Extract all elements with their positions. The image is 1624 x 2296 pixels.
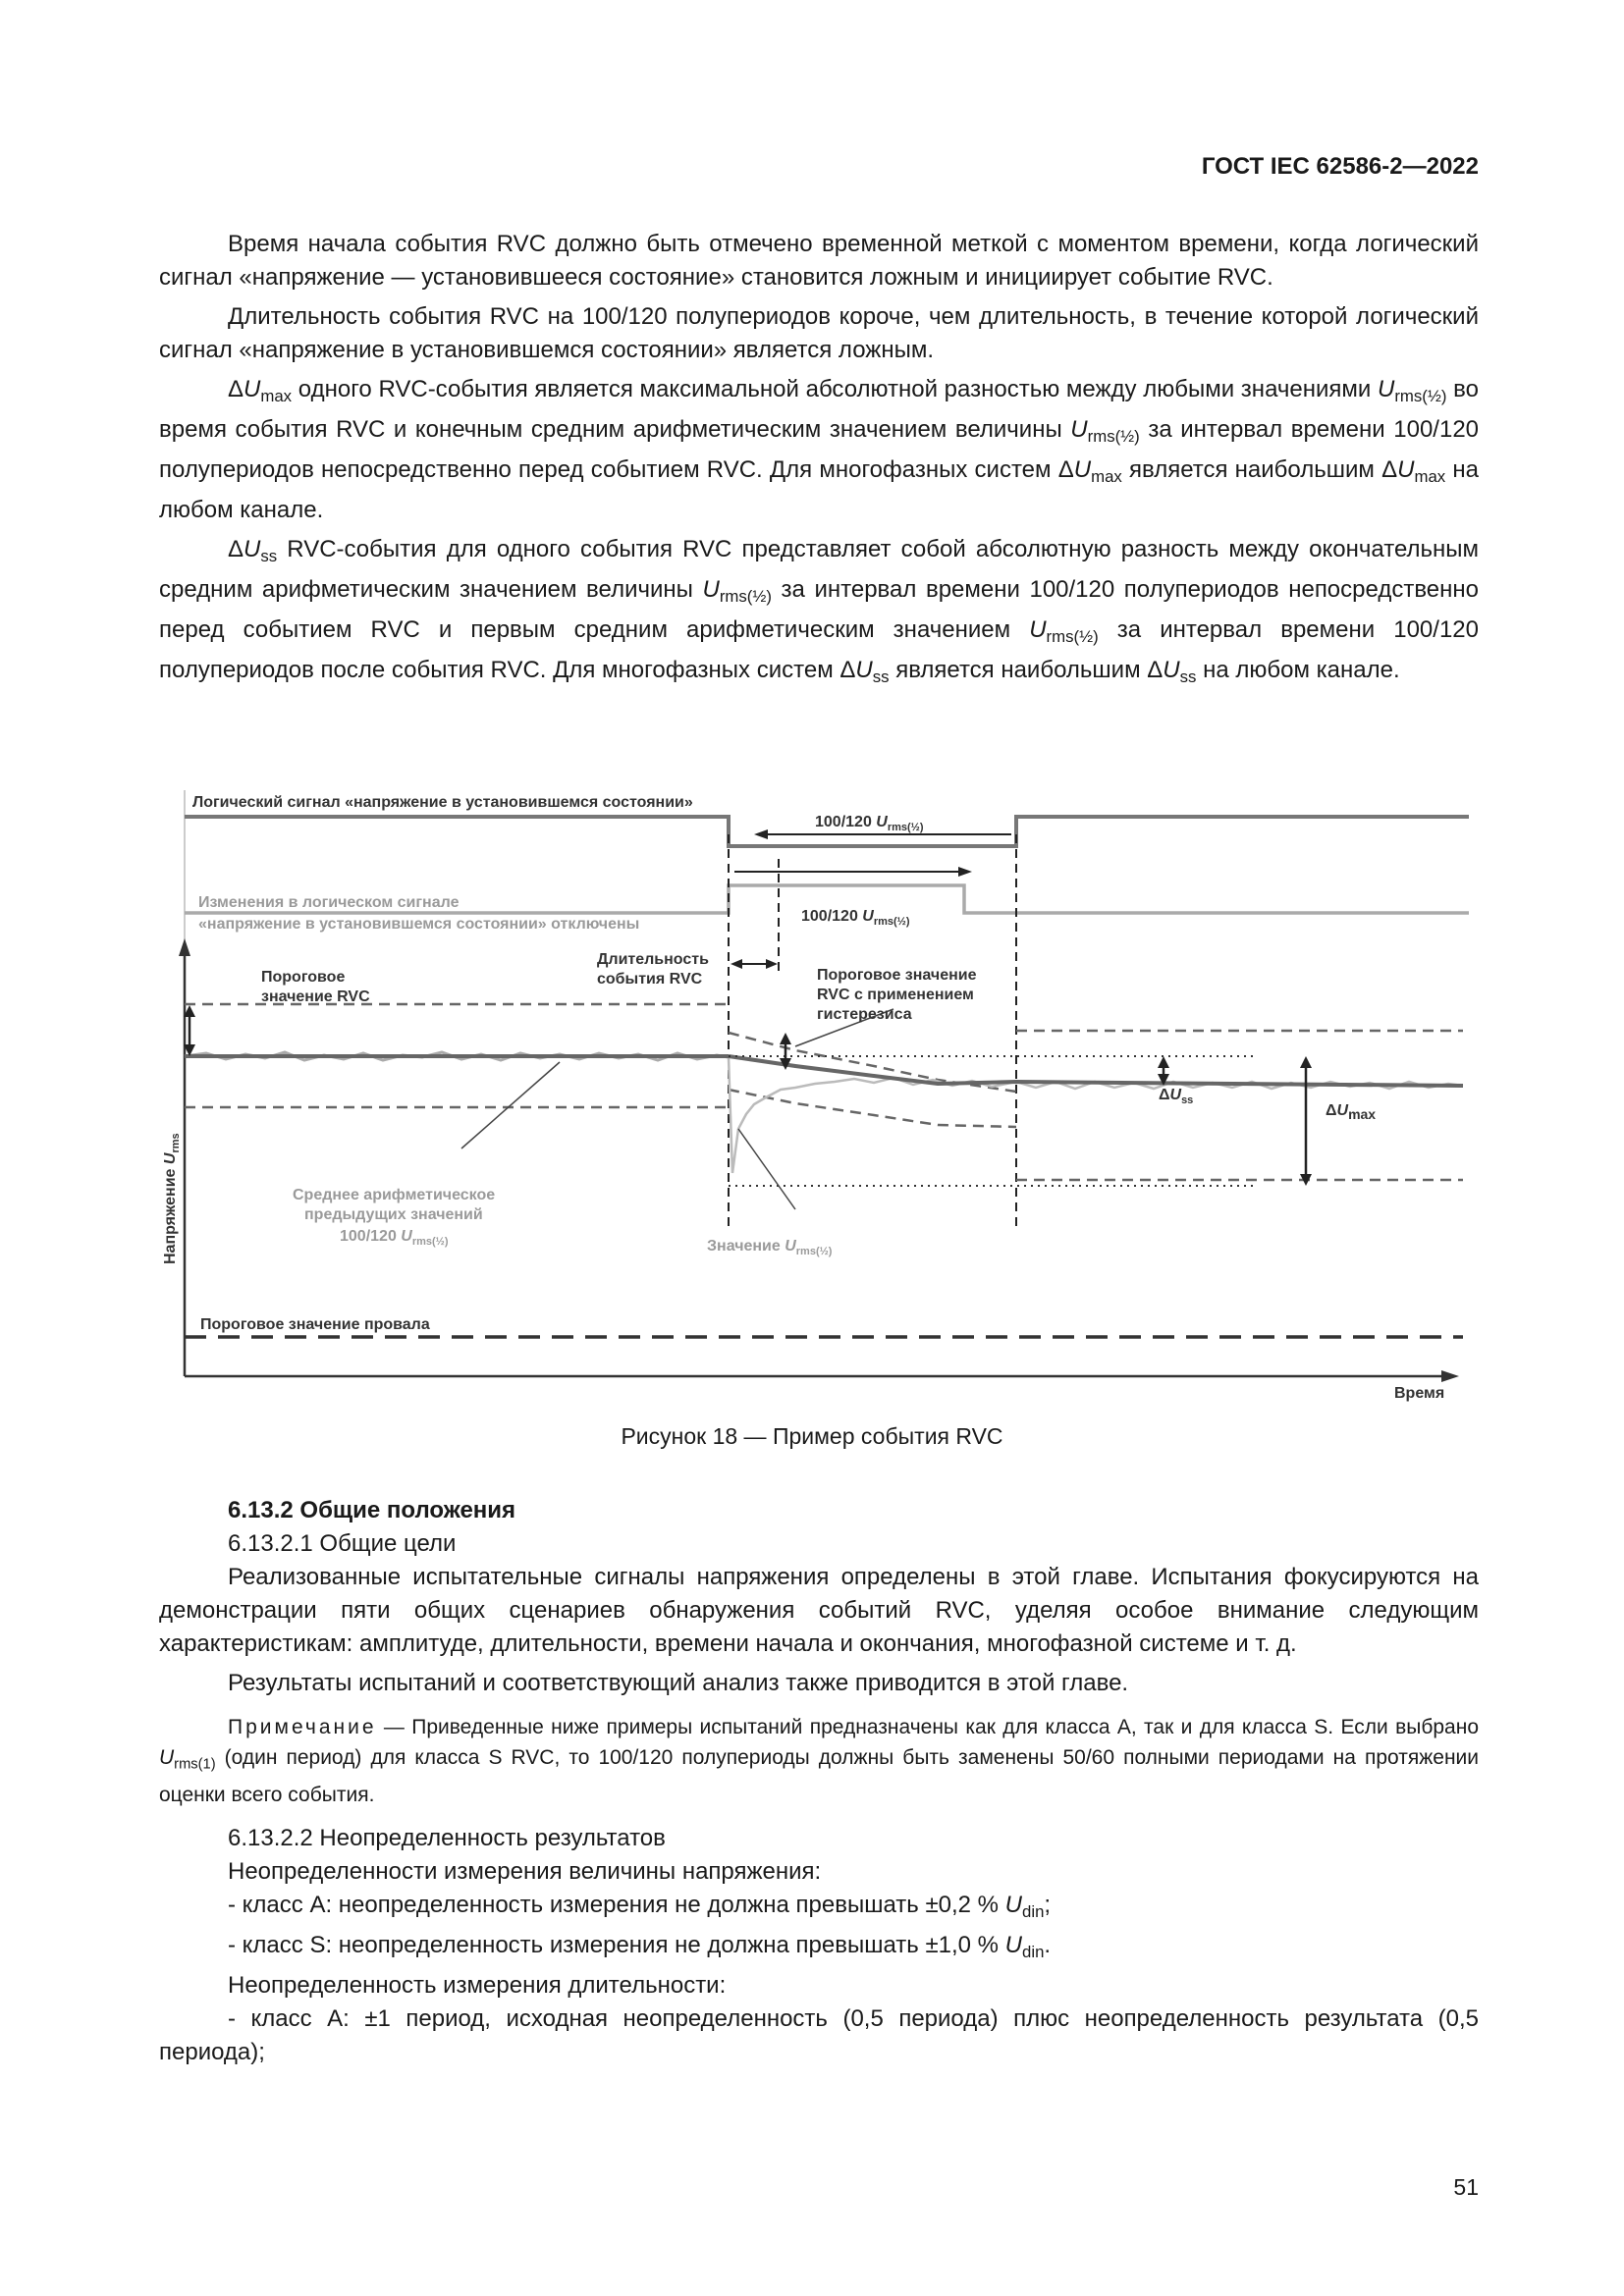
paragraph-goals: Реализованные испытательные сигналы напряжения определены в этой главе. Испытания фокусируются на демонстрации пяти общих сценариев обнаружения событий RVC, уделяя особое внимание следующим характеристикам: амплитуде, длительности, времени начала и окончания, многофазной системе и т. д.: [159, 1564, 1479, 1657]
label-dip-threshold: Пороговое значение провала: [200, 1316, 430, 1333]
paragraph-dumax: $\Delta U_{max}$ одного RVC-события является максимальной абсолютной разностью между любыми значениями $U_{rms(\frac{1}{2})}$ во время события RVC и конечным средним арифметическим значением величины $U_{rms(\frac{1}{2})}$ за интервал времени 100/120 полупериодов непосредственно перед событием RVC. Для многофазных систем $\Delta U_{max}$ является наибольшим $\Delta U_{max}$ на любом канале.: [159, 376, 1480, 524]
label-changes-1: Изменения в логическом сигнале: [198, 894, 460, 911]
label-period-mid: 100/120 $U_{rms(\frac{1}{2})}$: [801, 908, 910, 928]
section-text-block: [159, 1494, 1479, 2069]
paragraph-duration: Длительность события RVC на 100/120 полупериодов короче, чем длительность, в течение которой логический сигнал «напряжение в установившемся состоянии» является ложным.: [159, 303, 1479, 363]
label-rms-value: Значение $U_{rms(\frac{1}{2})}$: [707, 1238, 833, 1257]
label-changes-2: «напряжение в установившемся состоянии» отключены: [198, 916, 640, 933]
paragraph-start-time: Время начала события RVC должно быть отмечено временной меткой с моментом времени, когда логический сигнал «напряжение — установившееся состояние» становится ложным и инициирует событие RVC.: [159, 231, 1479, 291]
line-class-s-voltage: - класс S: неопределенность измерения не должна превышать ±1,0 % $U_{din}$.: [228, 1932, 1052, 1962]
figure-caption: Рисунок 18 — Пример события RVC: [621, 1423, 1003, 1449]
label-threshold-1: Пороговое: [261, 969, 346, 986]
y-axis-label: Напряжение $U_{rms}$: [162, 1133, 182, 1264]
arrow-head-icon: [731, 959, 742, 969]
label-logic-signal: Логический сигнал «напряжение в установившемся состоянии»: [192, 794, 693, 811]
arrow-head-icon: [766, 959, 778, 969]
arrow-head-icon: [1300, 1056, 1312, 1068]
subsection-uncertainty: 6.13.2.2 Неопределенность результатов: [228, 1825, 666, 1852]
page-number: 51: [1453, 2174, 1479, 2200]
figure-rvc-event: [147, 775, 1483, 1404]
label-mean-3: 100/120 $U_{rms(\frac{1}{2})}$: [340, 1228, 449, 1248]
label-hysteresis-2: RVC с применением: [817, 987, 974, 1003]
x-axis-label: Время: [1394, 1385, 1445, 1402]
arrow-head-icon: [1158, 1056, 1169, 1068]
y-axis-arrow-icon: [179, 938, 190, 956]
line-duration-uncertainty: Неопределенность измерения длительности:: [228, 1972, 727, 2000]
paragraph-duss: $\Delta U_{ss}$ RVC-события для одного события RVC представляет собой абсолютную разность между окончательным средним арифметическим значением величины $U_{rms(\frac{1}{2})}$ за интервал времени 100/120 полупериодов непосредственно перед событием RVC и первым средним арифметическим значением $U_{rms(\frac{1}{2})}$ за интервал времени 100/120 полупериодов после события RVC. Для многофазных систем $\Delta U_{ss}$ является наибольшим $\Delta U_{ss}$ на любом канале.: [159, 536, 1480, 687]
label-duration-1: Длительность: [597, 951, 709, 968]
subsection-goals: 6.13.2.1 Общие цели: [228, 1530, 457, 1557]
label-hysteresis-3: гистерезиса: [817, 1006, 912, 1023]
line-class-a-duration: - класс А: ±1 период, исходная неопределенность (0,5 периода) плюс неопределенность результата (0,5 периода);: [159, 2005, 1479, 2066]
document-code: ГОСТ IEC 62586-2—2022: [1201, 153, 1479, 180]
line-class-a-voltage: - класс А: неопределенность измерения не должна превышать ±0,2 % $U_{din}$;: [228, 1892, 1052, 1922]
label-hysteresis-1: Пороговое значение: [817, 967, 977, 984]
label-duss: $\Delta U_{ss}$: [1159, 1087, 1194, 1106]
paragraph-results: Результаты испытаний и соответствующий анализ также приводится в этой главе.: [228, 1670, 1129, 1696]
leader-mean: [461, 1062, 560, 1148]
label-threshold-2: значение RVC: [261, 988, 370, 1005]
arrow-head-icon: [958, 867, 972, 877]
line-voltage-uncertainty: Неопределенности измерения величины напряжения:: [228, 1858, 822, 1886]
rvc-diagram: [147, 775, 1483, 1404]
arrow-head-icon: [754, 829, 768, 839]
label-duration-2: события RVC: [597, 971, 703, 988]
top-text-block: [159, 228, 1479, 700]
label-mean-1: Среднее арифметическое: [293, 1187, 496, 1203]
arrow-head-icon: [780, 1033, 791, 1044]
label-period-top: 100/120 $U_{rms(\frac{1}{2})}$: [815, 814, 924, 833]
x-axis-arrow-icon: [1441, 1370, 1459, 1382]
section-heading: 6.13.2 Общие положения: [228, 1497, 516, 1523]
leader-value: [738, 1129, 795, 1209]
label-dumax: ΔUmax: [1326, 1102, 1377, 1122]
note: Примечание — Приведенные ниже примеры испытаний предназначены как для класса А, так и для класса S. Если выбрано $U_{rms(1)}$ (один период) для класса S RVC, то 100/120 полупериоды должны быть заменены 50/60 полными периодами на протяжении оценки всего события.: [159, 1716, 1479, 1807]
label-mean-2: предыдущих значений: [304, 1206, 483, 1223]
